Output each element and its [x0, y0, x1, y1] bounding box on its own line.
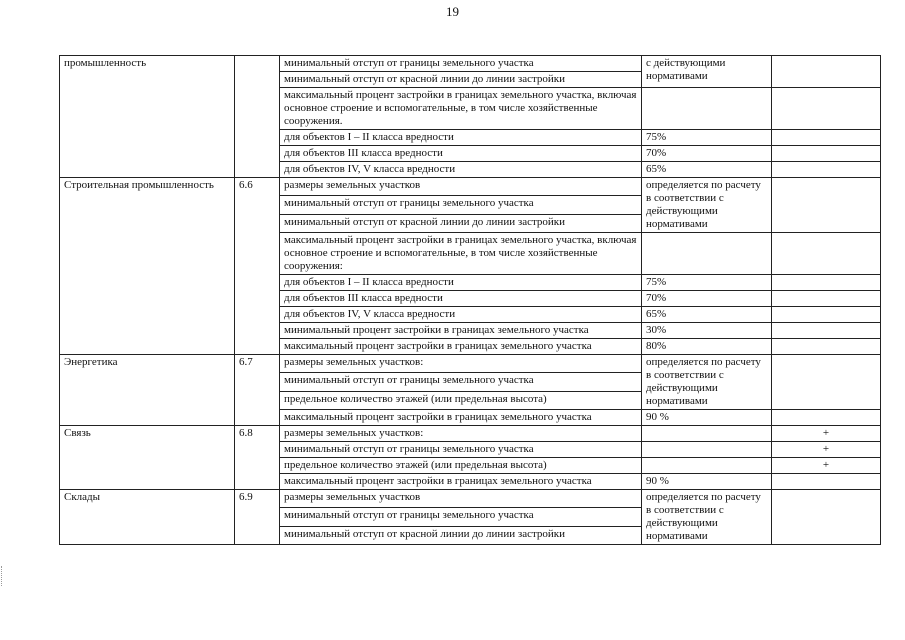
use-type-code: 6.8 — [235, 426, 280, 490]
extra-mark: + — [772, 426, 881, 442]
parameter-text: минимальный отступ от границы земельного участка — [280, 442, 642, 458]
extra-mark: + — [772, 442, 881, 458]
parameter-text: минимальный процент застройки в границах земельного участка — [280, 323, 642, 339]
parameter-text: для объектов IV, V класса вредности — [280, 162, 642, 178]
extra-mark — [772, 56, 881, 88]
extra-mark — [772, 323, 881, 339]
table-row — [60, 426, 881, 442]
extra-mark — [772, 88, 881, 130]
parameter-text: минимальный отступ от красной линии до линии застройки — [280, 526, 642, 544]
parameter-text: минимальный отступ от границы земельного участка — [280, 56, 642, 72]
use-type-code: 6.7 — [235, 355, 280, 426]
use-type-name: Склады — [60, 490, 235, 545]
table-row — [60, 56, 881, 72]
parameter-text: максимальный процент застройки в границах земельного участка, включая основное строение и вспомогательные, в том числе хозяйственные сооружения. — [280, 88, 642, 130]
parameter-text: предельное количество этажей (или предельная высота) — [280, 391, 642, 409]
parameter-text: максимальный процент застройки в границах земельного участка — [280, 410, 642, 426]
parameter-text: для объектов I – II класса вредности — [280, 130, 642, 146]
parameter-text: размеры земельных участков — [280, 178, 642, 196]
parameter-text: для объектов IV, V класса вредности — [280, 307, 642, 323]
use-type-name: Строительная промышленность — [60, 178, 235, 355]
extra-mark — [772, 307, 881, 323]
extra-mark — [772, 233, 881, 275]
parameter-value — [642, 442, 772, 458]
parameter-text: минимальный отступ от границы земельного участка — [280, 373, 642, 391]
margin-mark — [1, 566, 5, 586]
parameter-value: 65% — [642, 162, 772, 178]
extra-mark — [772, 410, 881, 426]
parameter-value: 80% — [642, 339, 772, 355]
parameter-value: 65% — [642, 307, 772, 323]
use-type-code — [235, 56, 280, 178]
extra-mark: + — [772, 458, 881, 474]
parameter-value: 70% — [642, 146, 772, 162]
extra-mark — [772, 275, 881, 291]
parameter-value — [642, 233, 772, 275]
extra-mark — [772, 162, 881, 178]
extra-mark — [772, 339, 881, 355]
extra-mark — [772, 291, 881, 307]
parameter-text: размеры земельных участков — [280, 490, 642, 508]
parameter-value: 90 % — [642, 474, 772, 490]
table-row — [60, 178, 881, 196]
use-type-name: Связь — [60, 426, 235, 490]
parameter-text: для объектов I – II класса вредности — [280, 275, 642, 291]
parameter-text: максимальный процент застройки в границах земельного участка, включая основное строение и вспомогательные, в том числе хозяйственные сооружения: — [280, 233, 642, 275]
table-row — [60, 355, 881, 373]
extra-mark — [772, 474, 881, 490]
extra-mark — [772, 355, 881, 410]
parameter-text: минимальный отступ от границы земельного участка — [280, 508, 642, 526]
use-type-code: 6.6 — [235, 178, 280, 355]
extra-mark — [772, 490, 881, 545]
parameter-value: 75% — [642, 130, 772, 146]
parameter-value — [642, 458, 772, 474]
parameter-value: 75% — [642, 275, 772, 291]
parameter-text: размеры земельных участков: — [280, 426, 642, 442]
parameter-text: минимальный отступ от красной линии до линии застройки — [280, 72, 642, 88]
parameter-text: размеры земельных участков: — [280, 355, 642, 373]
parameter-value: 70% — [642, 291, 772, 307]
parameter-text: максимальный процент застройки в границах земельного участка — [280, 339, 642, 355]
page-number: 19 — [446, 4, 459, 19]
parameter-text: максимальный процент застройки в границах земельного участка — [280, 474, 642, 490]
parameter-text: минимальный отступ от красной линии до линии застройки — [280, 214, 642, 232]
extra-mark — [772, 178, 881, 233]
use-type-name: промышленность — [60, 56, 235, 178]
parameter-value: определяется по расчету в соответствии с действующими нормативами — [642, 355, 772, 410]
parameter-value: определяется по расчету в соответствии с действующими нормативами — [642, 178, 772, 233]
use-type-name: Энергетика — [60, 355, 235, 426]
parameter-value: определяется по расчету в соответствии с действующими нормативами — [642, 490, 772, 545]
regulations-table — [59, 55, 881, 545]
parameter-value — [642, 88, 772, 130]
use-type-code: 6.9 — [235, 490, 280, 545]
parameter-value: 90 % — [642, 410, 772, 426]
extra-mark — [772, 146, 881, 162]
parameter-value: 30% — [642, 323, 772, 339]
extra-mark — [772, 130, 881, 146]
table-row — [60, 490, 881, 508]
parameter-text: минимальный отступ от границы земельного участка — [280, 196, 642, 214]
parameter-text: для объектов III класса вредности — [280, 146, 642, 162]
parameter-text: предельное количество этажей (или предельная высота) — [280, 458, 642, 474]
parameter-text: для объектов III класса вредности — [280, 291, 642, 307]
parameter-value — [642, 426, 772, 442]
parameter-value: с действующими нормативами — [642, 56, 772, 88]
